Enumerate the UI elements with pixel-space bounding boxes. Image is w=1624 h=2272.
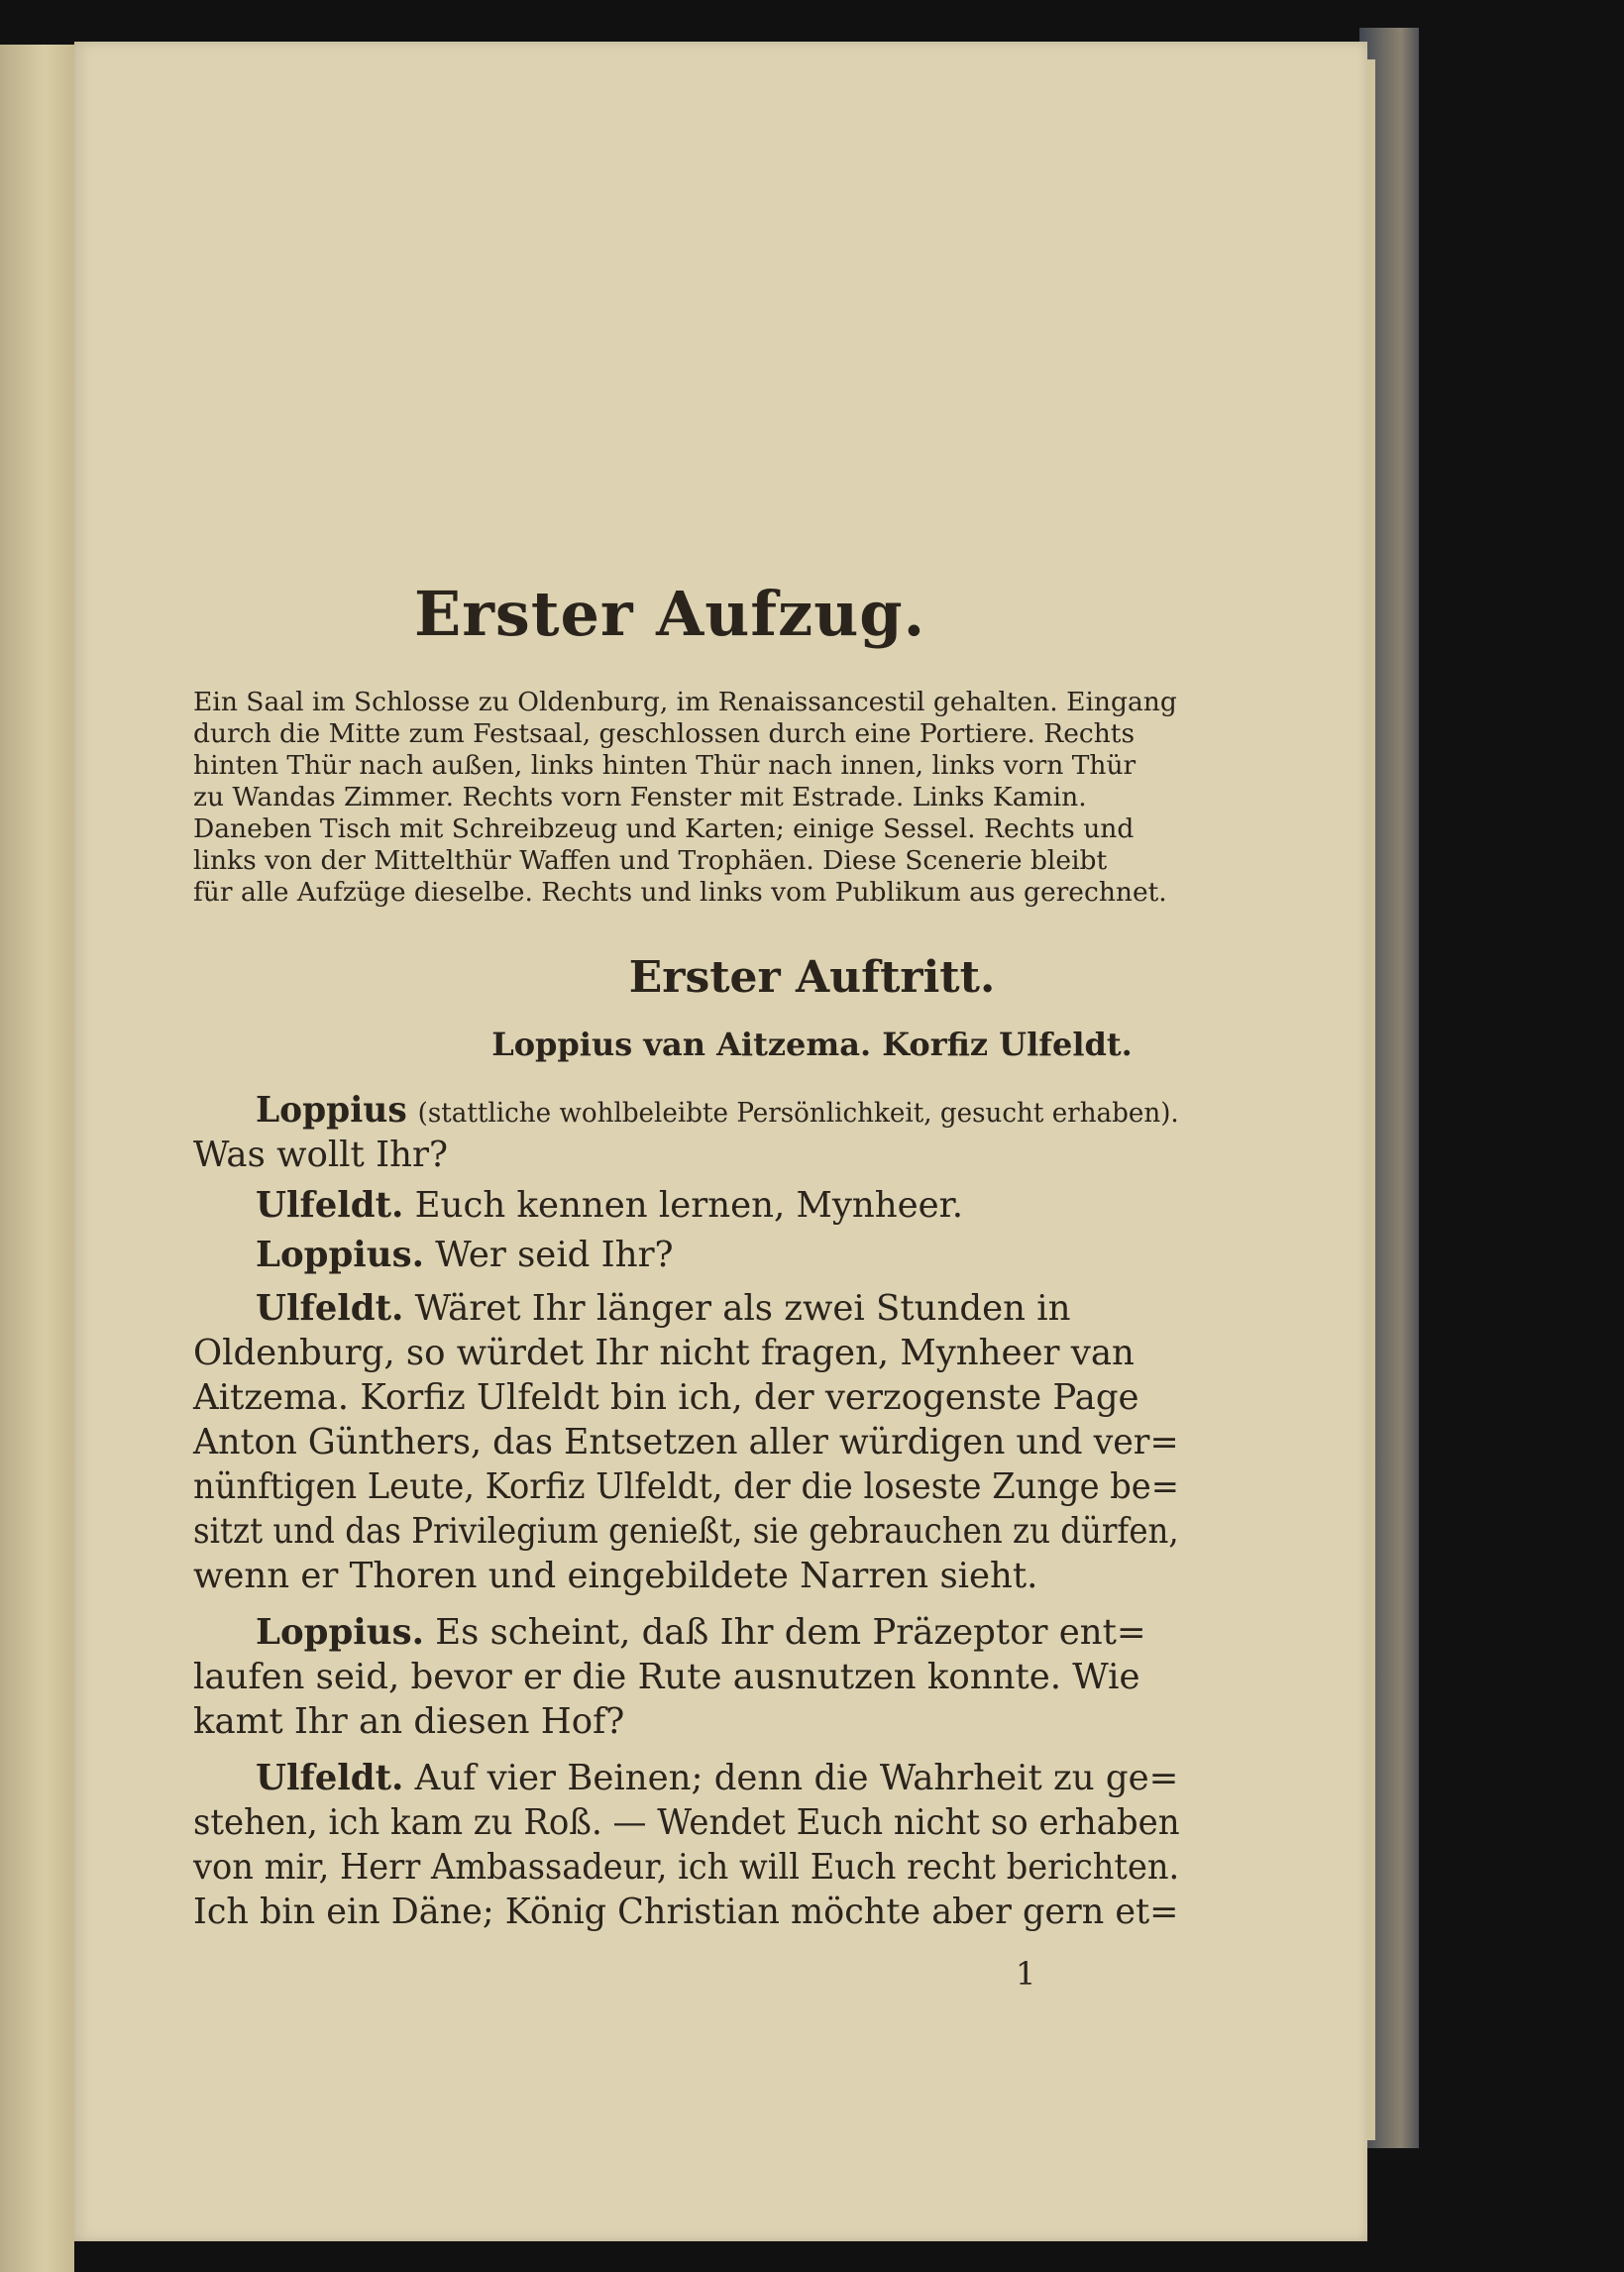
dialogue-line: Anton Günthers, das Entsetzen aller würdigen und ver= <box>193 1422 1179 1462</box>
dialogue-line <box>256 1758 1178 1798</box>
speaker-name: Loppius. <box>256 1235 424 1275</box>
stage-direction-line: hinten Thür nach außen, links hinten Thür nach innen, links vorn Thür <box>193 750 1137 781</box>
dialogue-line: Was wollt Ihr? <box>193 1135 448 1175</box>
page-number: 1 <box>1016 1955 1036 1993</box>
dialogue-line: sitzt und das Privilegium genießt, sie gebrauchen zu dürfen, <box>193 1511 1179 1552</box>
stage-direction-line: Ein Saal im Schlosse zu Oldenburg, im Renaissancestil gehalten. Eingang <box>193 687 1177 717</box>
page-edge <box>1367 59 1375 2140</box>
stage-direction-line: zu Wandas Zimmer. Rechts vorn Fenster mit Estrade. Links Kamin. <box>193 782 1087 812</box>
stage-direction-line: Daneben Tisch mit Schreibzeug und Karten; einige Sessel. Rechts und <box>193 813 1135 844</box>
dialogue-line: laufen seid, bevor er die Rute ausnutzen konnte. Wie <box>193 1657 1140 1697</box>
dialogue-line <box>256 1185 963 1226</box>
speech-text: Auf vier Beinen; denn die Wahrheit zu ge= <box>414 1758 1179 1798</box>
speech-text: Es scheint, daß Ihr dem Präzeptor ent= <box>435 1612 1146 1653</box>
dialogue-line: Aitzema. Korfiz Ulfeldt bin ich, der verzogenste Page <box>193 1377 1139 1418</box>
page-title: Erster Aufzug. <box>414 578 926 650</box>
stage-direction-line: links von der Mittelthür Waffen und Trophäen. Diese Scenerie bleibt <box>193 845 1108 876</box>
dialogue-line <box>256 1288 1070 1329</box>
dialogue-line <box>256 1090 1179 1131</box>
dialogue-line: wenn er Thoren und eingebildete Narren sieht. <box>193 1556 1038 1596</box>
speech-text: Euch kennen lernen, Mynheer. <box>414 1185 964 1226</box>
speech-text: Wäret Ihr länger als zwei Stunden in <box>414 1288 1071 1329</box>
speaker-name: Loppius <box>256 1090 407 1131</box>
left-page-edge <box>0 45 74 2272</box>
dialogue-line <box>256 1235 674 1275</box>
character-list: Loppius van Aitzema. Korfiz Ulfeldt. <box>491 1026 1133 1063</box>
dialogue-line: Ich bin ein Däne; König Christian möchte aber gern et= <box>193 1892 1179 1932</box>
dialogue-line: nünftigen Leute, Korfiz Ulfeldt, der die loseste Zunge be= <box>193 1466 1179 1507</box>
dialogue-line <box>256 1612 1146 1653</box>
speaker-name: Ulfeldt. <box>256 1758 404 1798</box>
stage-direction: (stattliche wohlbeleibte Persönlichkeit, gesucht erhaben). <box>417 1098 1179 1129</box>
scene-heading: Erster Auftritt. <box>628 952 996 1003</box>
dialogue-line: Oldenburg, so würdet Ihr nicht fragen, Mynheer van <box>193 1333 1135 1373</box>
speaker-name: Loppius. <box>256 1612 424 1653</box>
speaker-name: Ulfeldt. <box>256 1288 404 1329</box>
stage-direction-line: für alle Aufzüge dieselbe. Rechts und links vom Publikum aus gerechnet. <box>193 877 1167 908</box>
speech-text: Wer seid Ihr? <box>435 1235 674 1275</box>
dialogue-line: stehen, ich kam zu Roß. — Wendet Euch nicht so erhaben <box>193 1802 1180 1843</box>
stage-direction-line: durch die Mitte zum Festsaal, geschlossen durch eine Portiere. Rechts <box>193 718 1136 749</box>
speaker-name: Ulfeldt. <box>256 1185 404 1226</box>
dialogue-line: kamt Ihr an diesen Hof? <box>193 1701 625 1742</box>
dialogue-line: von mir, Herr Ambassadeur, ich will Euch recht berichten. <box>193 1847 1180 1888</box>
